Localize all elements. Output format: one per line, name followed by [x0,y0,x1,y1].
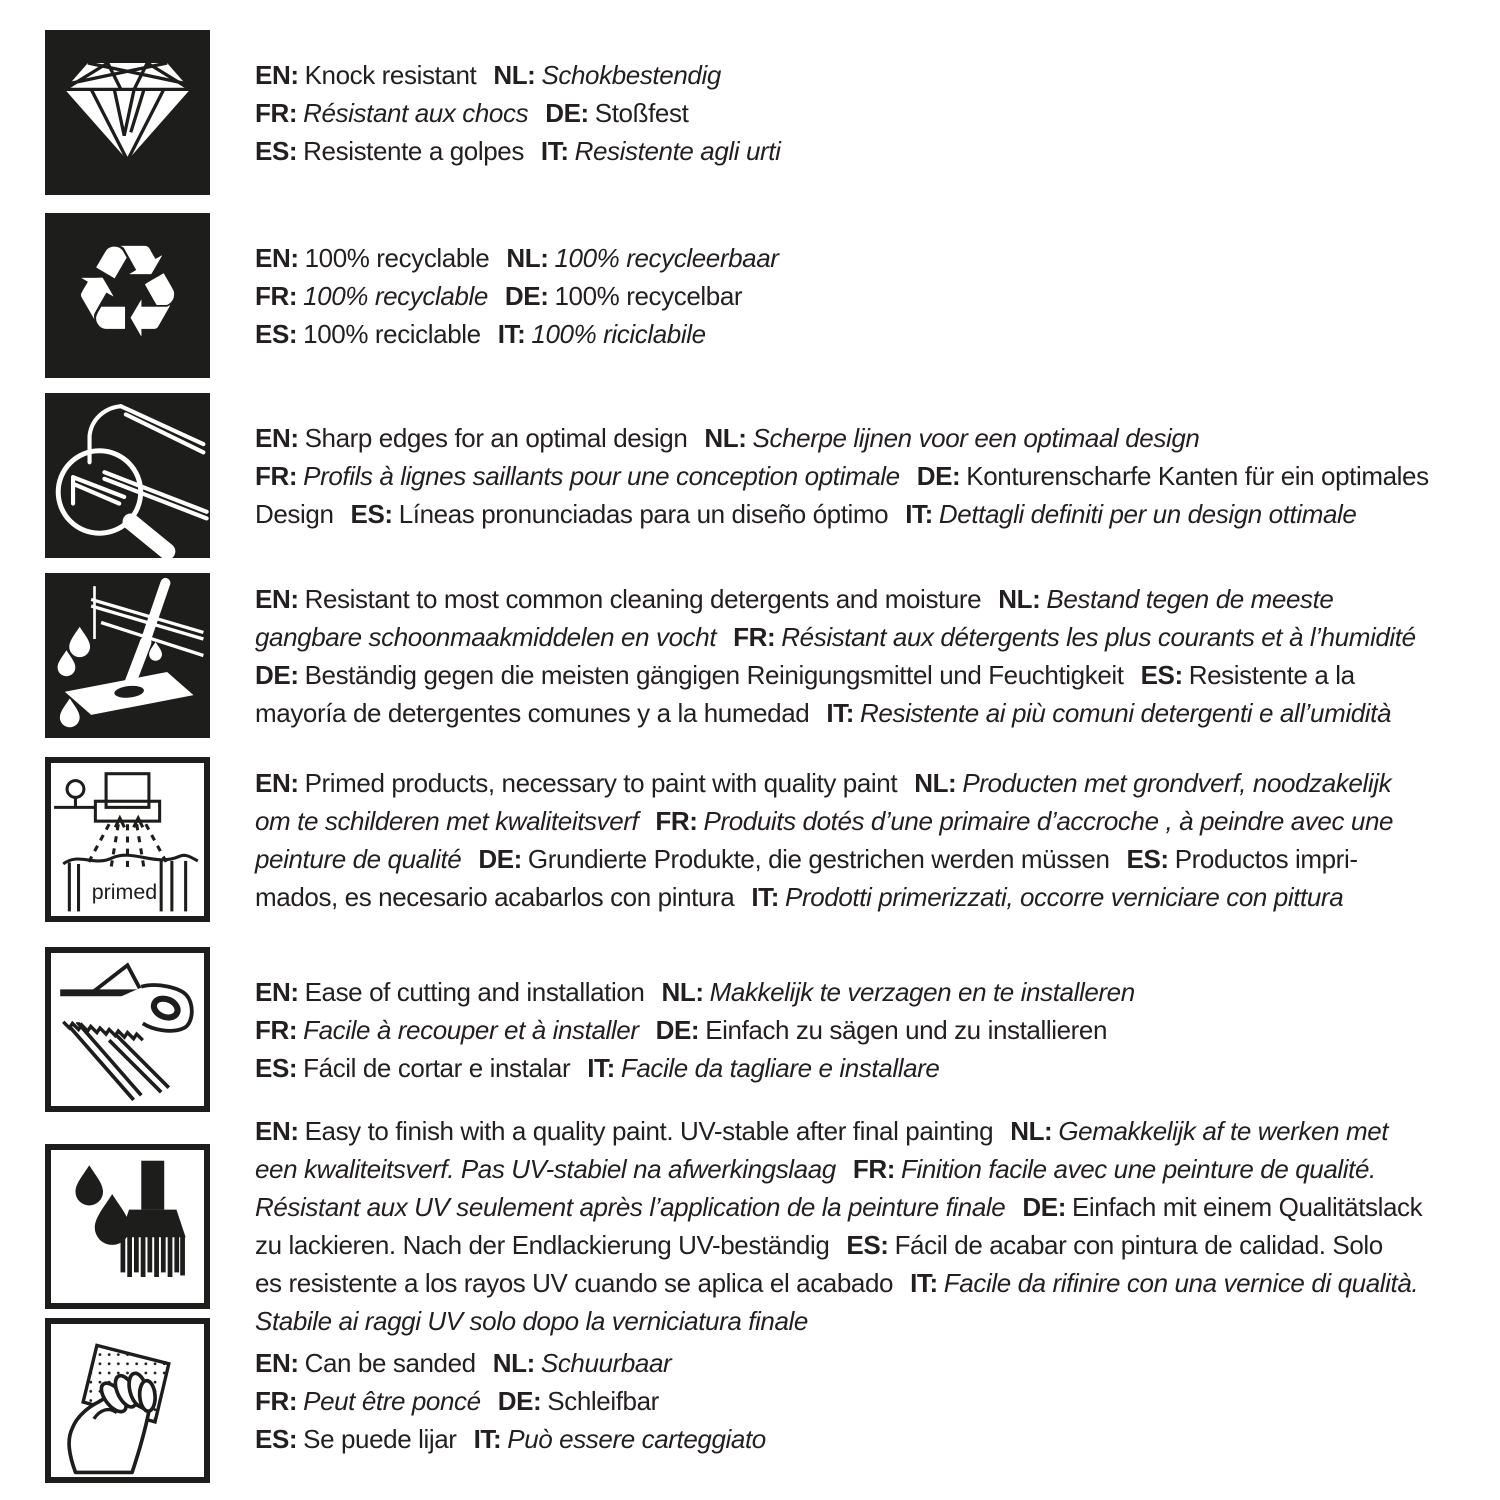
lang-label-en: EN: [255,242,299,273]
feature-value: Résistant aux UV seulement après l’application de la peinture finale [255,1192,1006,1222]
lang-label-it: IT: [473,1423,502,1454]
text-line [255,1150,1465,1188]
lang-segment-de [1022,1192,1422,1222]
text-line [255,618,1465,656]
text-line [255,239,1465,277]
lang-segment-it [826,698,1391,728]
lang-segment-de [255,660,1124,690]
lang-segment-continued [255,844,461,874]
feature-value: Bestand tegen de meeste [1046,583,1334,614]
feature-text-detergent-resistant [255,580,1465,732]
feature-value: 100% recyclable [303,280,488,311]
feature-value: Primed products, necessary to paint with quality paint [304,767,898,798]
lang-label-en: EN: [255,422,299,453]
lang-segment-nl [1010,1116,1388,1146]
lang-label-es: ES: [255,1052,298,1083]
feature-text-sharp-edges [255,419,1465,533]
feature-value: Facile da tagliare e installare [620,1052,940,1083]
feature-value: Peut être poncé [303,1385,481,1416]
feature-value: Konturenscharfe Kanten für ein optimales [966,460,1429,491]
paint-finish-icon [45,1144,210,1309]
feature-value: Prodotti primerizzati, occorre verniciare con pittura [785,881,1344,912]
lang-segment-fr [655,806,1393,836]
feature-text-easy-finish [255,1112,1465,1340]
text-line [255,419,1465,457]
text-line [255,1382,1465,1420]
text-line [255,973,1465,1011]
feature-value: Schokbestendig [541,59,721,90]
lang-segment-it [474,1424,766,1454]
feature-value: zu lackieren. Nach der Endlackierung UV-beständig [255,1230,830,1260]
lang-label-nl: NL: [493,59,536,90]
lang-label-es: ES: [255,135,298,166]
text-line [255,694,1465,732]
lang-segment-es [255,319,481,349]
lang-segment-es [255,1053,570,1083]
lang-segment-continued [255,882,734,912]
feature-value: Stabile ai raggi UV solo dopo la verniciatura finale [255,1306,808,1336]
feature-value: Profils à lignes saillants pour une conception optimale [303,460,900,491]
lang-label-nl: NL: [492,1347,535,1378]
lang-segment-fr [255,98,528,128]
lang-segment-es [255,1424,457,1454]
feature-value: Resistente a golpes [303,135,524,166]
lang-segment-fr [255,281,488,311]
feature-row-sharp-edges [45,393,1465,558]
feature-value: Scherpe lijnen voor een optimaal design [752,422,1200,453]
lang-segment-en [255,768,897,798]
lang-segment-it [905,499,1356,529]
lang-segment-continued [255,622,716,652]
feature-row-primed [45,757,1465,922]
lang-label-es: ES: [846,1230,889,1260]
lang-segment-nl [914,768,1391,798]
feature-value: Producten met grondverf, noodzakelijk [962,767,1392,798]
feature-value: Einfach mit einem Qualitätslack [1071,1192,1423,1222]
feature-row-easy-finish [45,1112,1465,1340]
feature-value: Produits dotés d’une primaire d’accroche , à peindre avec une [703,805,1394,836]
lang-segment-es [255,136,524,166]
lang-segment-continued [255,499,334,529]
lang-segment-de [505,281,742,311]
feature-value: Facile da rifinire con una vernice di qualità. [943,1268,1419,1298]
lang-label-it: IT: [587,1052,615,1083]
feature-value: Gemakkelijk af te werken met [1058,1116,1389,1146]
text-line [255,457,1465,495]
lang-segment-en [255,1348,476,1378]
text-line [255,840,1465,878]
lang-label-de: DE: [916,460,961,491]
lang-segment-nl [506,243,778,273]
lang-segment-continued [255,1268,893,1298]
feature-value: peinture de qualité [255,843,462,874]
lang-segment-it [910,1268,1418,1298]
lang-label-en: EN: [255,59,299,90]
lang-label-es: ES: [1126,843,1169,874]
lang-segment-continued [255,1192,1005,1222]
feature-value: Knock resistant [304,59,477,90]
lang-segment-en [255,584,981,614]
lang-segment-de [656,1015,1107,1045]
feature-value: Líneas pronunciadas para un diseño óptimo [398,498,889,529]
feature-text-sandable [255,1344,1465,1458]
brush-icon-graphic [51,1150,204,1303]
feature-value: es resistente a los rayos UV cuando se aplica el acabado [255,1268,894,1298]
lang-segment-en [255,60,476,90]
feature-value: Easy to finish with a quality paint. UV-stable after final painting [304,1116,994,1146]
lang-label-de: DE: [545,97,589,128]
lang-segment-de [545,98,688,128]
text-line [255,656,1465,694]
lang-label-es: ES: [255,1423,298,1454]
lang-label-it: IT: [751,881,780,912]
lang-label-fr: FR: [255,1014,298,1045]
feature-row-knock-resistant [45,30,1465,195]
feature-text-primed [255,764,1465,916]
lang-label-es: ES: [350,498,393,529]
feature-value: mayoría de detergentes comunes y a la humedad [255,697,810,728]
text-line [255,802,1465,840]
lang-label-en: EN: [255,976,299,1007]
feature-value: Resistant to most common cleaning detergents and moisture [304,583,982,614]
text-line [255,1188,1465,1226]
feature-text-recyclable [255,239,1465,353]
feature-value: Finition facile avec une peinture de qualité. [900,1154,1376,1184]
feature-row-easy-cutting [45,947,1465,1112]
detergent-resistant-icon [45,573,210,738]
lang-segment-continued [255,698,809,728]
lang-label-en: EN: [255,767,299,798]
recyclable-icon [45,213,210,378]
lang-label-fr: FR: [852,1154,895,1184]
text-line [255,1344,1465,1382]
lang-label-de: DE: [497,1385,542,1416]
lang-label-nl: NL: [506,242,549,273]
feature-value: Resistente a la [1188,659,1355,690]
primer-spray-icon-graphic [51,763,204,916]
text-line [255,94,1465,132]
lang-label-it: IT: [826,697,855,728]
feature-value: Se puede lijar [303,1423,457,1454]
feature-text-easy-cutting [255,973,1465,1087]
text-line [255,56,1465,94]
lang-label-en: EN: [255,1347,299,1378]
lang-label-en: EN: [255,583,299,614]
feature-value: 100% recycleerbaar [554,242,779,273]
lang-label-es: ES: [255,318,298,349]
lang-label-nl: NL: [661,976,704,1007]
lang-label-en: EN: [255,1116,299,1146]
text-line [255,580,1465,618]
lang-label-es: ES: [1140,659,1183,690]
lang-label-de: DE: [504,280,549,311]
feature-value: Schleifbar [547,1385,659,1416]
lang-segment-it [751,882,1343,912]
lang-segment-continued [255,806,638,836]
lang-label-fr: FR: [733,621,776,652]
lang-segment-es [351,499,889,529]
recycle-icon-graphic: ♻ [70,217,185,367]
feature-value: Ease of cutting and installation [304,976,645,1007]
feature-value: Fácil de cortar e instalar [303,1052,571,1083]
lang-segment-nl [998,584,1333,614]
text-line [255,277,1465,315]
feature-value: 100% riciclabile [531,318,706,349]
lang-label-it: IT: [497,318,526,349]
lang-segment-de [498,1386,659,1416]
feature-value: Makkelijk te verzagen en te installeren [709,976,1135,1007]
lang-segment-de [478,844,1109,874]
feature-text-knock-resistant [255,56,1465,170]
feature-value: Stoßfest [594,97,689,128]
text-line [255,1264,1465,1302]
lang-segment-continued [255,1154,836,1184]
text-line [255,1049,1465,1087]
knock-resistant-icon [45,30,210,195]
sharp-edges-icon [45,393,210,558]
lang-label-de: DE: [1022,1192,1066,1222]
sanding-icon [45,1318,210,1483]
feature-value: Resistente agli urti [574,135,781,166]
feature-value: Einfach zu sägen und zu installieren [705,1014,1108,1045]
lang-segment-en [255,977,644,1007]
feature-row-sandable [45,1318,1465,1483]
cutting-installation-icon [45,947,210,1112]
feature-value: Résistant aux chocs [303,97,529,128]
lang-segment-es [1141,660,1355,690]
lang-label-de: DE: [255,659,299,690]
feature-value: Productos impri- [1174,843,1358,874]
text-line [255,132,1465,170]
lang-segment-en [255,423,687,453]
lang-segment-en [255,1116,993,1146]
feature-row-recyclable [45,213,1465,378]
feature-value: Beständig gegen die meisten gängigen Reinigungsmittel und Feuchtigkeit [304,659,1124,690]
feature-value: Grundierte Produkte, die gestrichen werden müssen [527,843,1110,874]
lang-label-fr: FR: [255,97,298,128]
lang-segment-it [541,136,781,166]
feature-value: een kwaliteitsverf. Pas UV-stabiel na afwerkingslaag [255,1154,836,1184]
lang-segment-it [587,1053,939,1083]
lang-segment-fr [255,461,900,491]
text-line [255,878,1465,916]
feature-value: Resistente ai più comuni detergenti e all’umidità [860,697,1392,728]
lang-segment-nl [704,423,1199,453]
lang-segment-de [917,461,1429,491]
lang-label-nl: NL: [1010,1116,1053,1146]
lang-segment-nl [661,977,1134,1007]
text-line [255,1420,1465,1458]
feature-value: Fácil de acabar con pintura de calidad. Solo [894,1230,1383,1260]
saw-icon-graphic [51,953,204,1106]
feature-value: 100% recycelbar [554,280,743,311]
feature-value: Può essere carteggiato [507,1423,766,1454]
text-line [255,764,1465,802]
mop-icon-graphic [45,573,210,738]
magnifier-icon-graphic [45,393,210,558]
text-line [255,1011,1465,1049]
lang-segment-nl [493,1348,672,1378]
text-line [255,1226,1465,1264]
lang-segment-fr [733,622,1416,652]
text-line [255,315,1465,353]
lang-label-it: IT: [910,1268,938,1298]
lang-label-fr: FR: [255,280,298,311]
feature-value: Can be sanded [304,1347,476,1378]
lang-label-nl: NL: [704,422,747,453]
lang-segment-en [255,243,489,273]
primed-icon [45,757,210,922]
feature-value: Dettagli definiti per un design ottimale [938,498,1357,529]
feature-value: Résistant aux détergents les plus courants et à l’humidité [781,621,1416,652]
lang-segment-es [1127,844,1358,874]
lang-label-fr: FR: [255,1385,298,1416]
lang-label-de: DE: [478,843,522,874]
lang-segment-fr [255,1386,481,1416]
lang-label-fr: FR: [255,460,298,491]
feature-value: Facile à recouper et à installer [303,1014,639,1045]
lang-segment-nl [493,60,721,90]
feature-row-detergent-resistant [45,573,1465,738]
lang-segment-fr [255,1015,639,1045]
primed-caption: primed [91,880,158,905]
text-line [255,1112,1465,1150]
diamond-icon-graphic [45,30,210,195]
feature-value: Sharp edges for an optimal design [304,422,688,453]
feature-value: Design [255,498,334,529]
lang-segment-continued [255,1230,829,1260]
lang-label-de: DE: [655,1014,700,1045]
feature-value: 100% recyclable [304,242,490,273]
lang-label-it: IT: [905,498,933,529]
lang-segment-it [498,319,706,349]
lang-label-nl: NL: [914,767,957,798]
lang-segment-es [846,1230,1382,1260]
feature-value: gangbare schoonmaakmiddelen en vocht [255,621,717,652]
lang-segment-fr [853,1154,1376,1184]
feature-value: mados, es necesario acabarlos con pintura [255,881,735,912]
feature-value: om te schilderen met kwaliteitsverf [255,805,639,836]
lang-label-it: IT: [540,135,569,166]
text-line [255,495,1465,533]
lang-label-nl: NL: [998,583,1041,614]
feature-value: 100% reciclable [303,318,481,349]
sandpaper-hand-icon-graphic [51,1324,204,1477]
feature-value: Schuurbaar [540,1347,672,1378]
lang-label-fr: FR: [655,805,698,836]
